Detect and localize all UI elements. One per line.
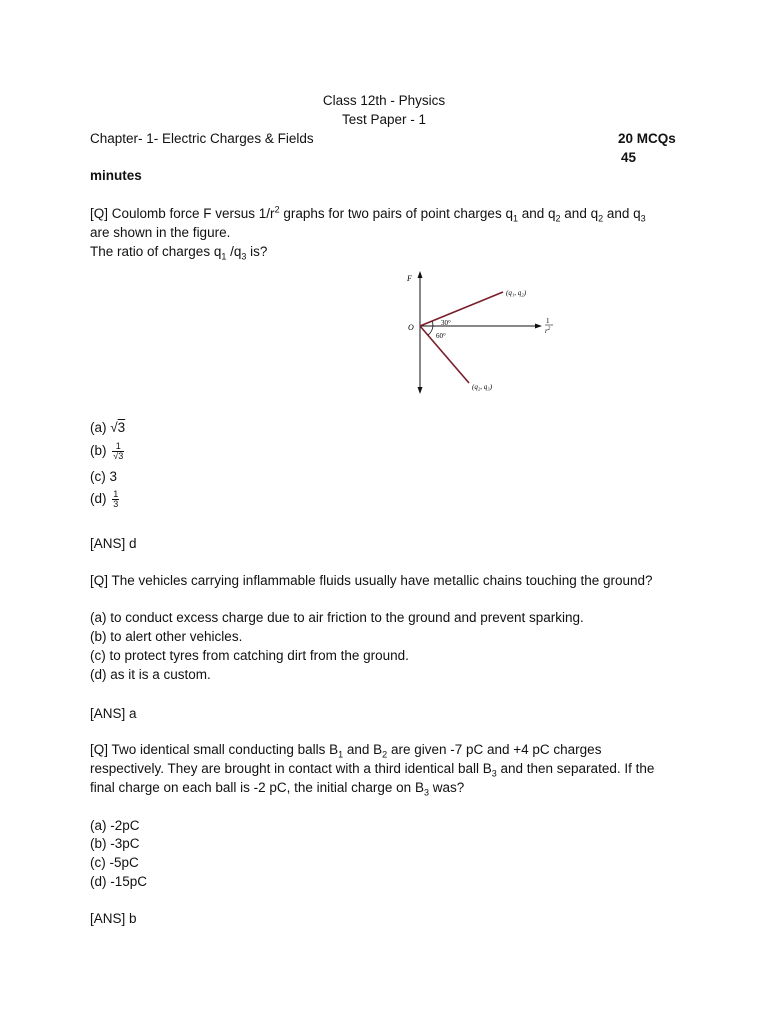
x-axis-label-den: $r^2$ (545, 327, 551, 335)
upper-line-label: (q₁, q₂) (506, 289, 527, 297)
origin-label: O (408, 323, 414, 332)
upper-line (420, 292, 503, 326)
q3-option-c: (c) -5pC (90, 855, 139, 870)
q2-question: [Q] The vehicles carrying inflammable fluids usually have metallic chains touching the ground? (90, 573, 653, 588)
y-axis-arrow-up (418, 271, 423, 278)
q1-line-3: The ratio of charges $q_1$ $/q_3$ is? (90, 244, 268, 262)
angle-arc-30 (432, 321, 433, 326)
duration-value: 45 (621, 150, 637, 165)
q1-option-a: (a) √3 (90, 420, 126, 435)
q3-option-a: (a) -2pC (90, 818, 140, 833)
q1-option-b: (b) $\frac{1}{√3}$ (90, 440, 124, 461)
lower-line-label: (q₂, q₃) (472, 383, 493, 391)
angle-top-label: 30° (441, 319, 451, 327)
angle-arc-60 (428, 326, 433, 335)
q2-option-b: (b) to alert other vehicles. (90, 629, 243, 644)
y-axis-label: F (407, 274, 412, 283)
q1-option-c: (c) 3 (90, 469, 117, 484)
q2-answer: [ANS] a (90, 706, 137, 721)
q1-line-2: are shown in the figure. (90, 225, 231, 240)
q3-option-d: (d) -15pC (90, 874, 148, 889)
q3-option-b: (b) -3pC (90, 836, 140, 851)
q1-answer: [ANS] d (90, 536, 137, 551)
q1-option-d: (d) $\frac{1}{3}$ (90, 488, 119, 509)
test-title: Test Paper - 1 (341, 112, 427, 127)
y-axis-arrow-down (418, 387, 423, 394)
q2-option-d: (d) as it is a custom. (90, 667, 211, 682)
q3-line-1: [Q] Two identical small conducting balls $B_1$ and $B_2$ are given -7 pC and +4 pC charges (90, 742, 602, 760)
q3-line-3: final charge on each ball is -2 pC, the initial charge on $B_3$ was? (90, 780, 465, 798)
angle-bottom-label: 60° (436, 332, 446, 340)
x-axis-label-num: 1 (546, 317, 550, 325)
x-axis-arrow (535, 324, 542, 329)
duration-unit: minutes (90, 168, 142, 183)
q3-line-2: respectively. They are brought in contact with a third identical ball $B_3$ and then separated. If the (90, 761, 655, 779)
class-title: Class 12th - Physics (322, 93, 446, 108)
mcq-count: 20 MCQs (618, 131, 676, 146)
coulomb-force-graph (400, 268, 570, 398)
chapter-title: Chapter- 1- Electric Charges & Fields (90, 131, 314, 146)
q2-option-a: (a) to conduct excess charge due to air friction to the ground and prevent sparking. (90, 610, 584, 625)
q1-line-1: [Q] Coulomb force F versus $1/r^2$ graphs for two pairs of point charges $q_1$ and $q_2$ and $q_2$ and $q_3$ (90, 204, 646, 224)
q3-answer: [ANS] b (90, 911, 137, 926)
q2-option-c: (c) to protect tyres from catching dirt from the ground. (90, 648, 409, 663)
